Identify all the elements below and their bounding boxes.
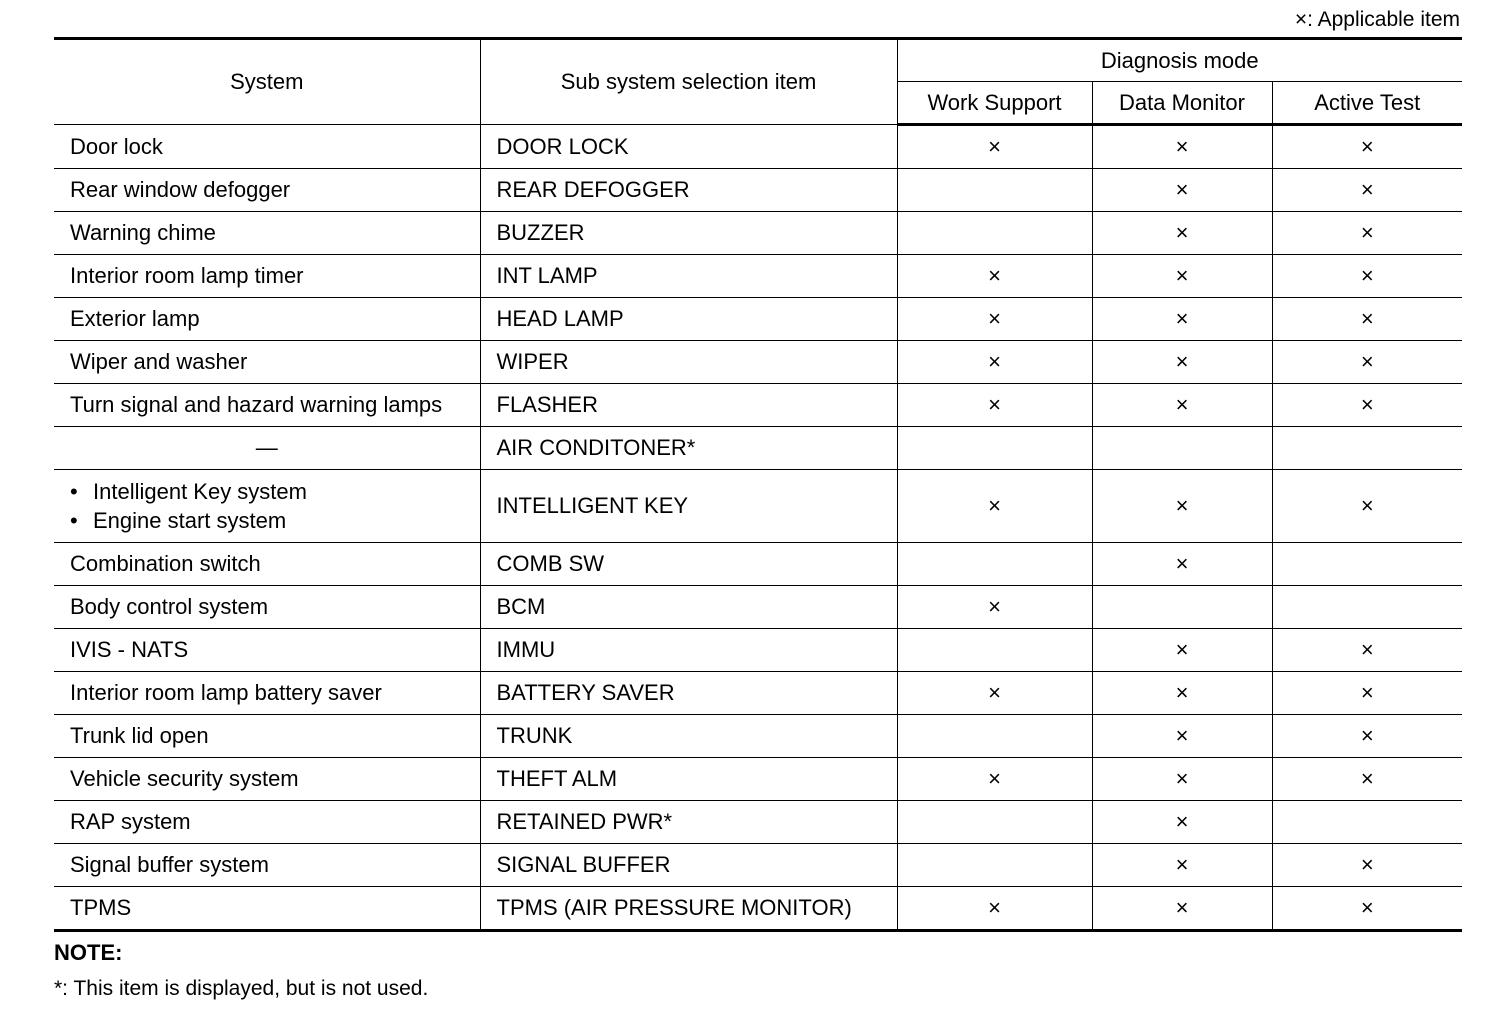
active-test-mark: × [1272,169,1462,212]
active-test-mark: × [1272,629,1462,672]
system-cell: Exterior lamp [54,298,480,341]
header-active-test: Active Test [1272,82,1462,125]
data-monitor-mark: × [1092,543,1272,586]
active-test-mark: × [1272,125,1462,169]
system-cell: Warning chime [54,212,480,255]
note-text: *: This item is displayed, but is not used. [54,977,429,1000]
data-monitor-mark: × [1092,844,1272,887]
work-support-mark: × [897,887,1092,931]
table-row [54,887,1462,931]
work-support-mark [897,212,1092,255]
sub-system-cell: THEFT ALM [480,758,897,801]
work-support-mark: × [897,586,1092,629]
data-monitor-mark [1092,427,1272,470]
system-cell: Interior room lamp battery saver [54,672,480,715]
active-test-mark: × [1272,844,1462,887]
table-row [54,212,1462,255]
header-data-monitor: Data Monitor [1092,82,1272,125]
data-monitor-mark: × [1092,470,1272,543]
table-row [54,586,1462,629]
system-cell: Trunk lid open [54,715,480,758]
table-body [54,125,1462,931]
bullet-item: • Intelligent Key system [70,477,480,506]
active-test-mark: × [1272,298,1462,341]
system-cell: Turn signal and hazard warning lamps [54,384,480,427]
header-sub-system: Sub system selection item [480,39,897,125]
data-monitor-mark: × [1092,212,1272,255]
active-test-mark [1272,543,1462,586]
system-cell: Vehicle security system [54,758,480,801]
note-title: NOTE: [54,940,123,965]
sub-system-cell: DOOR LOCK [480,125,897,169]
table-header [54,39,1462,125]
work-support-mark [897,543,1092,586]
data-monitor-mark: × [1092,298,1272,341]
work-support-mark: × [897,672,1092,715]
sub-system-cell: WIPER [480,341,897,384]
table-row [54,298,1462,341]
sub-system-cell: BCM [480,586,897,629]
system-cell: Door lock [54,125,480,169]
work-support-mark: × [897,758,1092,801]
system-cell: Rear window defogger [54,169,480,212]
sub-system-cell: INTELLIGENT KEY [480,470,897,543]
table-row [54,629,1462,672]
system-cell: Wiper and washer [54,341,480,384]
sub-system-cell: BATTERY SAVER [480,672,897,715]
work-support-mark [897,715,1092,758]
data-monitor-mark: × [1092,341,1272,384]
sub-system-cell: REAR DEFOGGER [480,169,897,212]
work-support-mark: × [897,341,1092,384]
data-monitor-mark: × [1092,887,1272,931]
data-monitor-mark: × [1092,125,1272,169]
sub-system-cell: FLASHER [480,384,897,427]
table-row [54,758,1462,801]
active-test-mark: × [1272,887,1462,931]
work-support-mark [897,169,1092,212]
work-support-mark [897,801,1092,844]
active-test-mark: × [1272,715,1462,758]
diagnosis-mode-table [54,37,1462,932]
sub-system-cell: INT LAMP [480,255,897,298]
system-cell: Body control system [54,586,480,629]
data-monitor-mark [1092,586,1272,629]
system-cell: TPMS [54,887,480,931]
table-row [54,125,1462,169]
active-test-mark [1272,586,1462,629]
header-system: System [54,39,480,125]
system-cell: Combination switch [54,543,480,586]
system-cell: IVIS - NATS [54,629,480,672]
table-row [54,801,1462,844]
table-row [54,672,1462,715]
data-monitor-mark: × [1092,255,1272,298]
data-monitor-mark: × [1092,384,1272,427]
data-monitor-mark: × [1092,629,1272,672]
active-test-mark: × [1272,672,1462,715]
data-monitor-mark: × [1092,169,1272,212]
work-support-mark [897,844,1092,887]
sub-system-cell: TPMS (AIR PRESSURE MONITOR) [480,887,897,931]
work-support-mark: × [897,255,1092,298]
active-test-mark: × [1272,384,1462,427]
active-test-mark: × [1272,212,1462,255]
active-test-mark: × [1272,470,1462,543]
active-test-mark: × [1272,255,1462,298]
system-cell: — [54,427,480,470]
work-support-mark: × [897,298,1092,341]
work-support-mark: × [897,384,1092,427]
bullet-item: • Engine start system [70,506,480,535]
sub-system-cell: AIR CONDITONER* [480,427,897,470]
active-test-mark: × [1272,758,1462,801]
table-row [54,427,1462,470]
sub-system-cell: TRUNK [480,715,897,758]
work-support-mark [897,427,1092,470]
sub-system-cell: BUZZER [480,212,897,255]
table-row [54,715,1462,758]
table-row [54,844,1462,887]
table-row [54,543,1462,586]
sub-system-cell: COMB SW [480,543,897,586]
work-support-mark: × [897,470,1092,543]
table-row [54,341,1462,384]
table-row [54,470,1462,543]
data-monitor-mark: × [1092,801,1272,844]
active-test-mark: × [1272,341,1462,384]
table-row [54,169,1462,212]
system-cell: RAP system [54,801,480,844]
data-monitor-mark: × [1092,758,1272,801]
work-support-mark [897,629,1092,672]
data-monitor-mark: × [1092,672,1272,715]
work-support-mark: × [897,125,1092,169]
active-test-mark [1272,427,1462,470]
data-monitor-mark: × [1092,715,1272,758]
table-row [54,255,1462,298]
sub-system-cell: SIGNAL BUFFER [480,844,897,887]
sub-system-cell: HEAD LAMP [480,298,897,341]
system-cell: Signal buffer system [54,844,480,887]
header-diagnosis-mode: Diagnosis mode [897,39,1462,82]
active-test-mark [1272,801,1462,844]
sub-system-cell: IMMU [480,629,897,672]
applicable-item-legend: ×: Applicable item [1294,8,1460,31]
sub-system-cell: RETAINED PWR* [480,801,897,844]
system-cell: Interior room lamp timer [54,255,480,298]
table-row [54,384,1462,427]
system-bullet-list [70,477,480,535]
header-work-support: Work Support [897,82,1092,125]
system-cell [54,470,480,543]
